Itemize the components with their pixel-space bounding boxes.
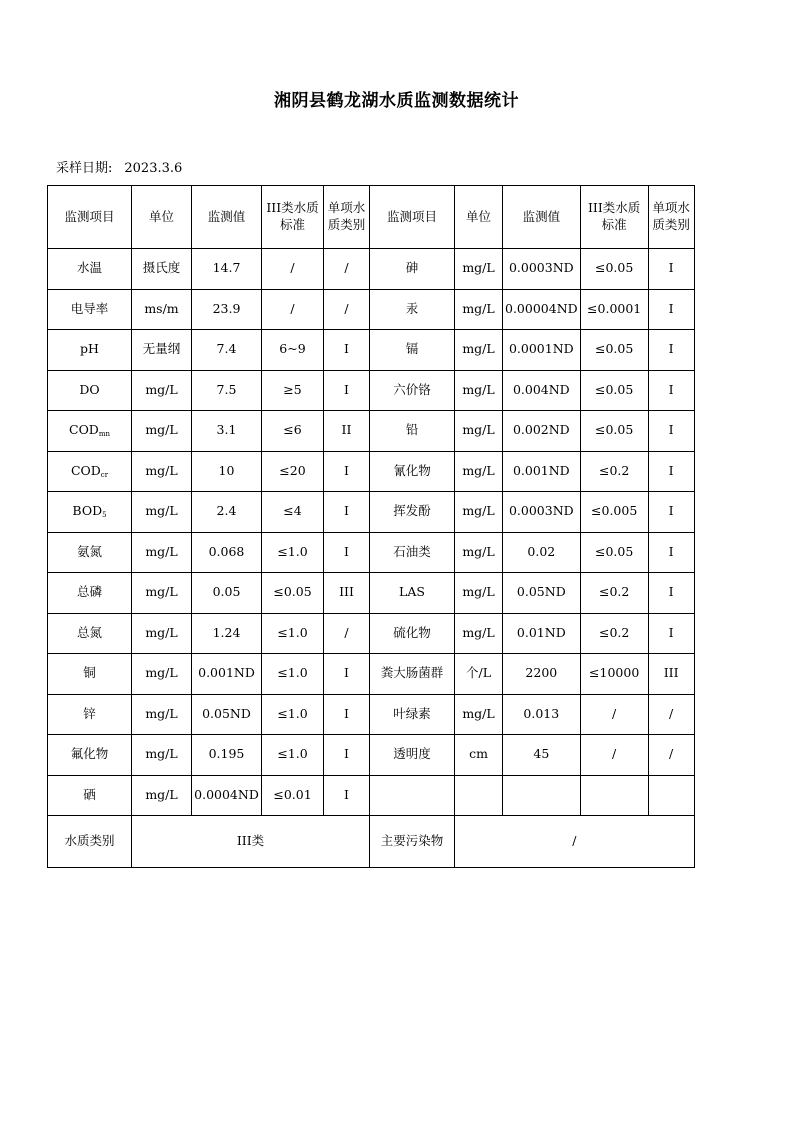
single-item-category: I [324,775,370,816]
measured-value: 0.013 [503,694,581,735]
measured-value: 0.068 [192,532,262,573]
parameter-name-text: 硒 [83,786,96,802]
parameter-name [48,654,132,695]
table-row [48,532,695,573]
table-row [48,370,695,411]
class-iii-standard: ≤6 [262,411,324,452]
measured-value: 3.1 [192,411,262,452]
class-iii-standard: 6~9 [262,330,324,371]
class-iii-standard: ≤0.05 [580,411,648,452]
unit-cell: mg/L [132,654,192,695]
unit-cell: 个/L [455,654,503,695]
parameter-name-text: BOD [72,503,103,519]
table-header-row [48,186,695,249]
parameter-name [48,451,132,492]
unit-cell: mg/L [455,532,503,573]
measured-value: 14.7 [192,249,262,290]
measured-value: 0.0004ND [192,775,262,816]
class-iii-standard: ≤0.01 [262,775,324,816]
unit-cell [455,775,503,816]
single-item-category: / [648,694,694,735]
parameter-name: 铅 [370,411,455,452]
parameter-name-text: 电导率 [70,300,109,316]
class-iii-standard [580,775,648,816]
measured-value: 0.001ND [503,451,581,492]
parameter-name-text: 总氮 [76,624,102,640]
main-pollutant-label: 主要污染物 [370,816,455,868]
measured-value: 2200 [503,654,581,695]
parameter-name [48,330,132,371]
measured-value: 0.0003ND [503,249,581,290]
single-item-category: I [324,451,370,492]
parameter-name: LAS [370,573,455,614]
measured-value: 0.002ND [503,411,581,452]
measured-value: 0.0001ND [503,330,581,371]
parameter-name [48,411,132,452]
class-iii-standard: ≤0.05 [580,370,648,411]
class-iii-standard: ≤0.0001 [580,289,648,330]
parameter-name [48,573,132,614]
parameter-name-text: DO [79,381,100,397]
single-item-category: I [324,532,370,573]
single-item-category: I [324,735,370,776]
sampling-date-line [56,157,182,176]
single-item-category: I [648,370,694,411]
table-row [48,492,695,533]
parameter-name [48,694,132,735]
measured-value: 7.4 [192,330,262,371]
class-iii-standard: ≤20 [262,451,324,492]
unit-cell: mg/L [455,492,503,533]
class-iii-standard: ≤1.0 [262,694,324,735]
parameter-name: 六价铬 [370,370,455,411]
unit-cell: mg/L [455,370,503,411]
single-item-category: I [648,330,694,371]
unit-cell: mg/L [132,532,192,573]
measured-value: 0.05 [192,573,262,614]
measured-value: 0.004ND [503,370,581,411]
class-iii-standard: ≤0.05 [580,532,648,573]
unit-cell: mg/L [455,613,503,654]
header-cell: 监测值 [503,186,581,249]
class-iii-standard: / [580,694,648,735]
parameter-name-text: 总磷 [76,584,102,600]
measured-value: 1.24 [192,613,262,654]
parameter-name-text: 铜 [83,665,96,681]
class-iii-standard: ≤1.0 [262,532,324,573]
class-iii-standard: ≤4 [262,492,324,533]
unit-cell: mg/L [132,694,192,735]
single-item-category: I [648,451,694,492]
class-iii-standard: ≤0.05 [262,573,324,614]
measured-value [503,775,581,816]
class-iii-standard: ≤1.0 [262,735,324,776]
table-row [48,451,695,492]
parameter-name: 汞 [370,289,455,330]
parameter-name: 挥发酚 [370,492,455,533]
measured-value: 2.4 [192,492,262,533]
single-item-category: III [324,573,370,614]
class-iii-standard: ≤0.2 [580,451,648,492]
header-cell: 监测项目 [48,186,132,249]
measured-value: 0.05ND [503,573,581,614]
table-row [48,613,695,654]
parameter-name: 石油类 [370,532,455,573]
parameter-name-text: 水温 [76,260,102,276]
parameter-name [48,532,132,573]
main-pollutant-value: / [455,816,695,868]
parameter-subscript: cr [100,470,109,479]
single-item-category: I [324,654,370,695]
water-quality-table [47,185,695,868]
class-iii-standard: ≤0.2 [580,613,648,654]
parameter-name [48,735,132,776]
class-iii-standard: / [262,289,324,330]
single-item-category: I [648,492,694,533]
table-row [48,694,695,735]
water-category-label: 水质类别 [48,816,132,868]
class-iii-standard: ≤1.0 [262,613,324,654]
single-item-category: III [648,654,694,695]
sampling-date-value: 2023.3.6 [124,161,183,176]
measured-value: 7.5 [192,370,262,411]
header-cell: 单项水质类别 [648,186,694,249]
header-cell: 监测项目 [370,186,455,249]
single-item-category: / [648,735,694,776]
measured-value: 0.05ND [192,694,262,735]
parameter-name [48,775,132,816]
class-iii-standard: ≤10000 [580,654,648,695]
table-row [48,289,695,330]
measured-value: 0.195 [192,735,262,776]
unit-cell: mg/L [132,492,192,533]
class-iii-standard: / [262,249,324,290]
table-row [48,330,695,371]
unit-cell: 摄氏度 [132,249,192,290]
unit-cell: mg/L [455,249,503,290]
header-cell: 单项水质类别 [324,186,370,249]
single-item-category: I [648,532,694,573]
water-category-value: III类 [132,816,370,868]
single-item-category: / [324,289,370,330]
single-item-category: I [648,249,694,290]
single-item-category [648,775,694,816]
table-row [48,654,695,695]
parameter-name: 硫化物 [370,613,455,654]
measured-value: 23.9 [192,289,262,330]
unit-cell: mg/L [455,330,503,371]
unit-cell: mg/L [132,451,192,492]
sampling-date-label: 采样日期: [56,161,113,176]
table-row [48,775,695,816]
single-item-category: I [324,330,370,371]
single-item-category: I [324,492,370,533]
table-row [48,249,695,290]
parameter-name-text: 氟化物 [70,746,109,762]
measured-value: 45 [503,735,581,776]
parameter-name: 氰化物 [370,451,455,492]
measured-value: 0.02 [503,532,581,573]
parameter-name: 镉 [370,330,455,371]
unit-cell: mg/L [455,289,503,330]
parameter-name [48,370,132,411]
table-row [48,411,695,452]
single-item-category: I [648,573,694,614]
unit-cell: mg/L [455,411,503,452]
table-summary-row [48,816,695,868]
header-cell: 单位 [455,186,503,249]
unit-cell: mg/L [132,370,192,411]
parameter-name: 砷 [370,249,455,290]
parameter-name: 叶绿素 [370,694,455,735]
measured-value: 10 [192,451,262,492]
unit-cell: mg/L [132,613,192,654]
header-cell: III类水质标准 [262,186,324,249]
table-row [48,573,695,614]
class-iii-standard: ≤0.05 [580,330,648,371]
single-item-category: I [648,411,694,452]
single-item-category: I [648,613,694,654]
header-cell: III类水质标准 [580,186,648,249]
parameter-name [370,775,455,816]
class-iii-standard: / [580,735,648,776]
header-cell: 监测值 [192,186,262,249]
single-item-category: / [324,249,370,290]
single-item-category: I [324,370,370,411]
parameter-name-text: 锌 [83,705,96,721]
table-row [48,735,695,776]
parameter-subscript: mn [98,430,110,439]
single-item-category: I [648,289,694,330]
single-item-category: I [324,694,370,735]
unit-cell: 无量纲 [132,330,192,371]
header-cell: 单位 [132,186,192,249]
parameter-name-text: COD [70,462,101,478]
parameter-name-text: 氨氮 [76,543,102,559]
class-iii-standard: ≥5 [262,370,324,411]
page-title: 湘阴县鹤龙湖水质监测数据统计 [274,91,519,111]
single-item-category: II [324,411,370,452]
unit-cell: mg/L [132,735,192,776]
parameter-name [48,613,132,654]
unit-cell: mg/L [455,694,503,735]
class-iii-standard: ≤1.0 [262,654,324,695]
parameter-subscript: 5 [102,511,107,520]
measured-value: 0.001ND [192,654,262,695]
class-iii-standard: ≤0.005 [580,492,648,533]
class-iii-standard: ≤0.2 [580,573,648,614]
parameter-name-text: COD [69,422,99,438]
unit-cell: mg/L [132,411,192,452]
unit-cell: mg/L [455,573,503,614]
unit-cell: mg/L [132,775,192,816]
unit-cell: ms/m [132,289,192,330]
unit-cell: mg/L [132,573,192,614]
measured-value: 0.01ND [503,613,581,654]
parameter-name [48,492,132,533]
parameter-name: 粪大肠菌群 [370,654,455,695]
parameter-name-text: pH [80,341,99,357]
parameter-name [48,289,132,330]
measured-value: 0.00004ND [503,289,581,330]
measured-value: 0.0003ND [503,492,581,533]
class-iii-standard: ≤0.05 [580,249,648,290]
unit-cell: mg/L [455,451,503,492]
parameter-name [48,249,132,290]
single-item-category: / [324,613,370,654]
parameter-name: 透明度 [370,735,455,776]
unit-cell: cm [455,735,503,776]
